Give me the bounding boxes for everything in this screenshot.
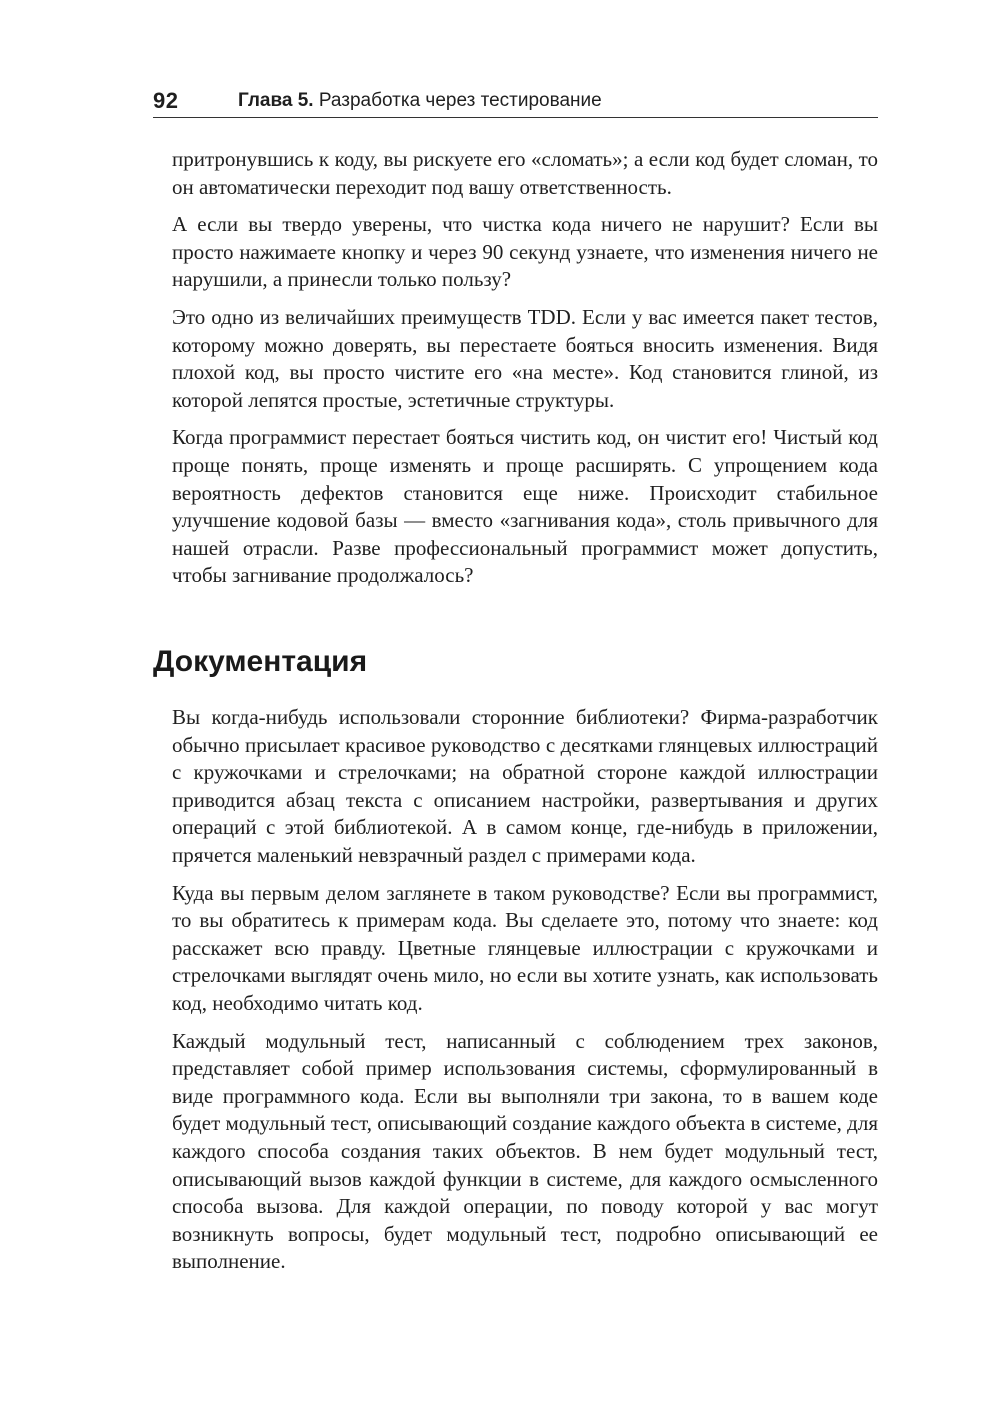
paragraph: Каждый модульный тест, написанный с соблюдением трех законов, представляет собой пример использования системы, сформулированный в виде программного кода. Если вы выполняли три закона, то в вашем коде будет модульный тест, описывающий создание каждого объекта в системе, для каждого способа создания таких объектов. В нем будет модульный тест, описывающий вызов каждой функции в системе, для каждого осмысленного способа вызова. Для каждой операции, по поводу которой у вас могут возникнуть вопросы, будет модульный тест, подробно описывающий ее выполнение. xyxy=(172,1028,879,1274)
paragraph: Когда программист перестает бояться чистить код, он чистит его! Чистый код проще понять, проще изменять и проще расширять. С упрощением кода вероятность дефектов становится еще ниже. Происходит стабильное улучшение кодовой базы — вместо «загнивания кода», столь привычного для нашей отрасли. Разве профессиональный программист может допустить, чтобы загнивание продолжалось? xyxy=(172,425,878,588)
paragraph: Это одно из величайших преимуществ TDD. Если у вас имеется пакет тестов, которому можно доверять, вы перестаете бояться вносить изменения. Видя плохой код, вы просто чистите его «на месте». Код становится глиной, из которой лепятся простые, эстетичные структуры. xyxy=(172,304,878,412)
running-header xyxy=(153,85,878,117)
header-divider xyxy=(153,117,878,118)
section-text-block xyxy=(172,704,878,1286)
paragraph: А если вы твердо уверены, что чистка кода ничего не нарушит? Если вы просто нажимаете кнопку и через 90 секунд узнаете, что изменения ничего не нарушили, а принесли только пользу? xyxy=(172,212,878,292)
intro-text-block xyxy=(172,146,878,600)
chapter-title xyxy=(238,90,602,112)
paragraph: притронувшись к коду, вы рискуете его «сломать»; а если код будет сломан, то он автоматически переходит под вашу ответственность. xyxy=(172,147,878,199)
section-heading: Документация xyxy=(153,645,368,678)
chapter-name: Разработка через тестирование xyxy=(318,90,602,111)
paragraph: Куда вы первым делом заглянете в таком руководстве? Если вы программист, то вы обратитесь к примерам кода. Вы сделаете это, потому что знаете: код расскажет всю правду. Цветные глянцевые иллюстрации с кружочками и стрелочками выглядят очень мило, но если вы хотите узнать, как использовать код, необходимо читать код. xyxy=(172,880,878,1015)
page-number: 92 xyxy=(153,88,179,113)
chapter-label: Глава 5. xyxy=(238,90,314,111)
paragraph: Вы когда-нибудь использовали сторонние библиотеки? Фирма-разработчик обычно присылает красивое руководство с десятками глянцевых иллюстраций с кружочками и стрелочками; на обратной стороне каждой иллюстрации приводится абзац текста с описанием настройки, развертывания и других операций с этой библиотекой. А в самом конце, где-нибудь в приложении, прячется маленький невзрачный раздел с примерами кода. xyxy=(172,705,878,867)
